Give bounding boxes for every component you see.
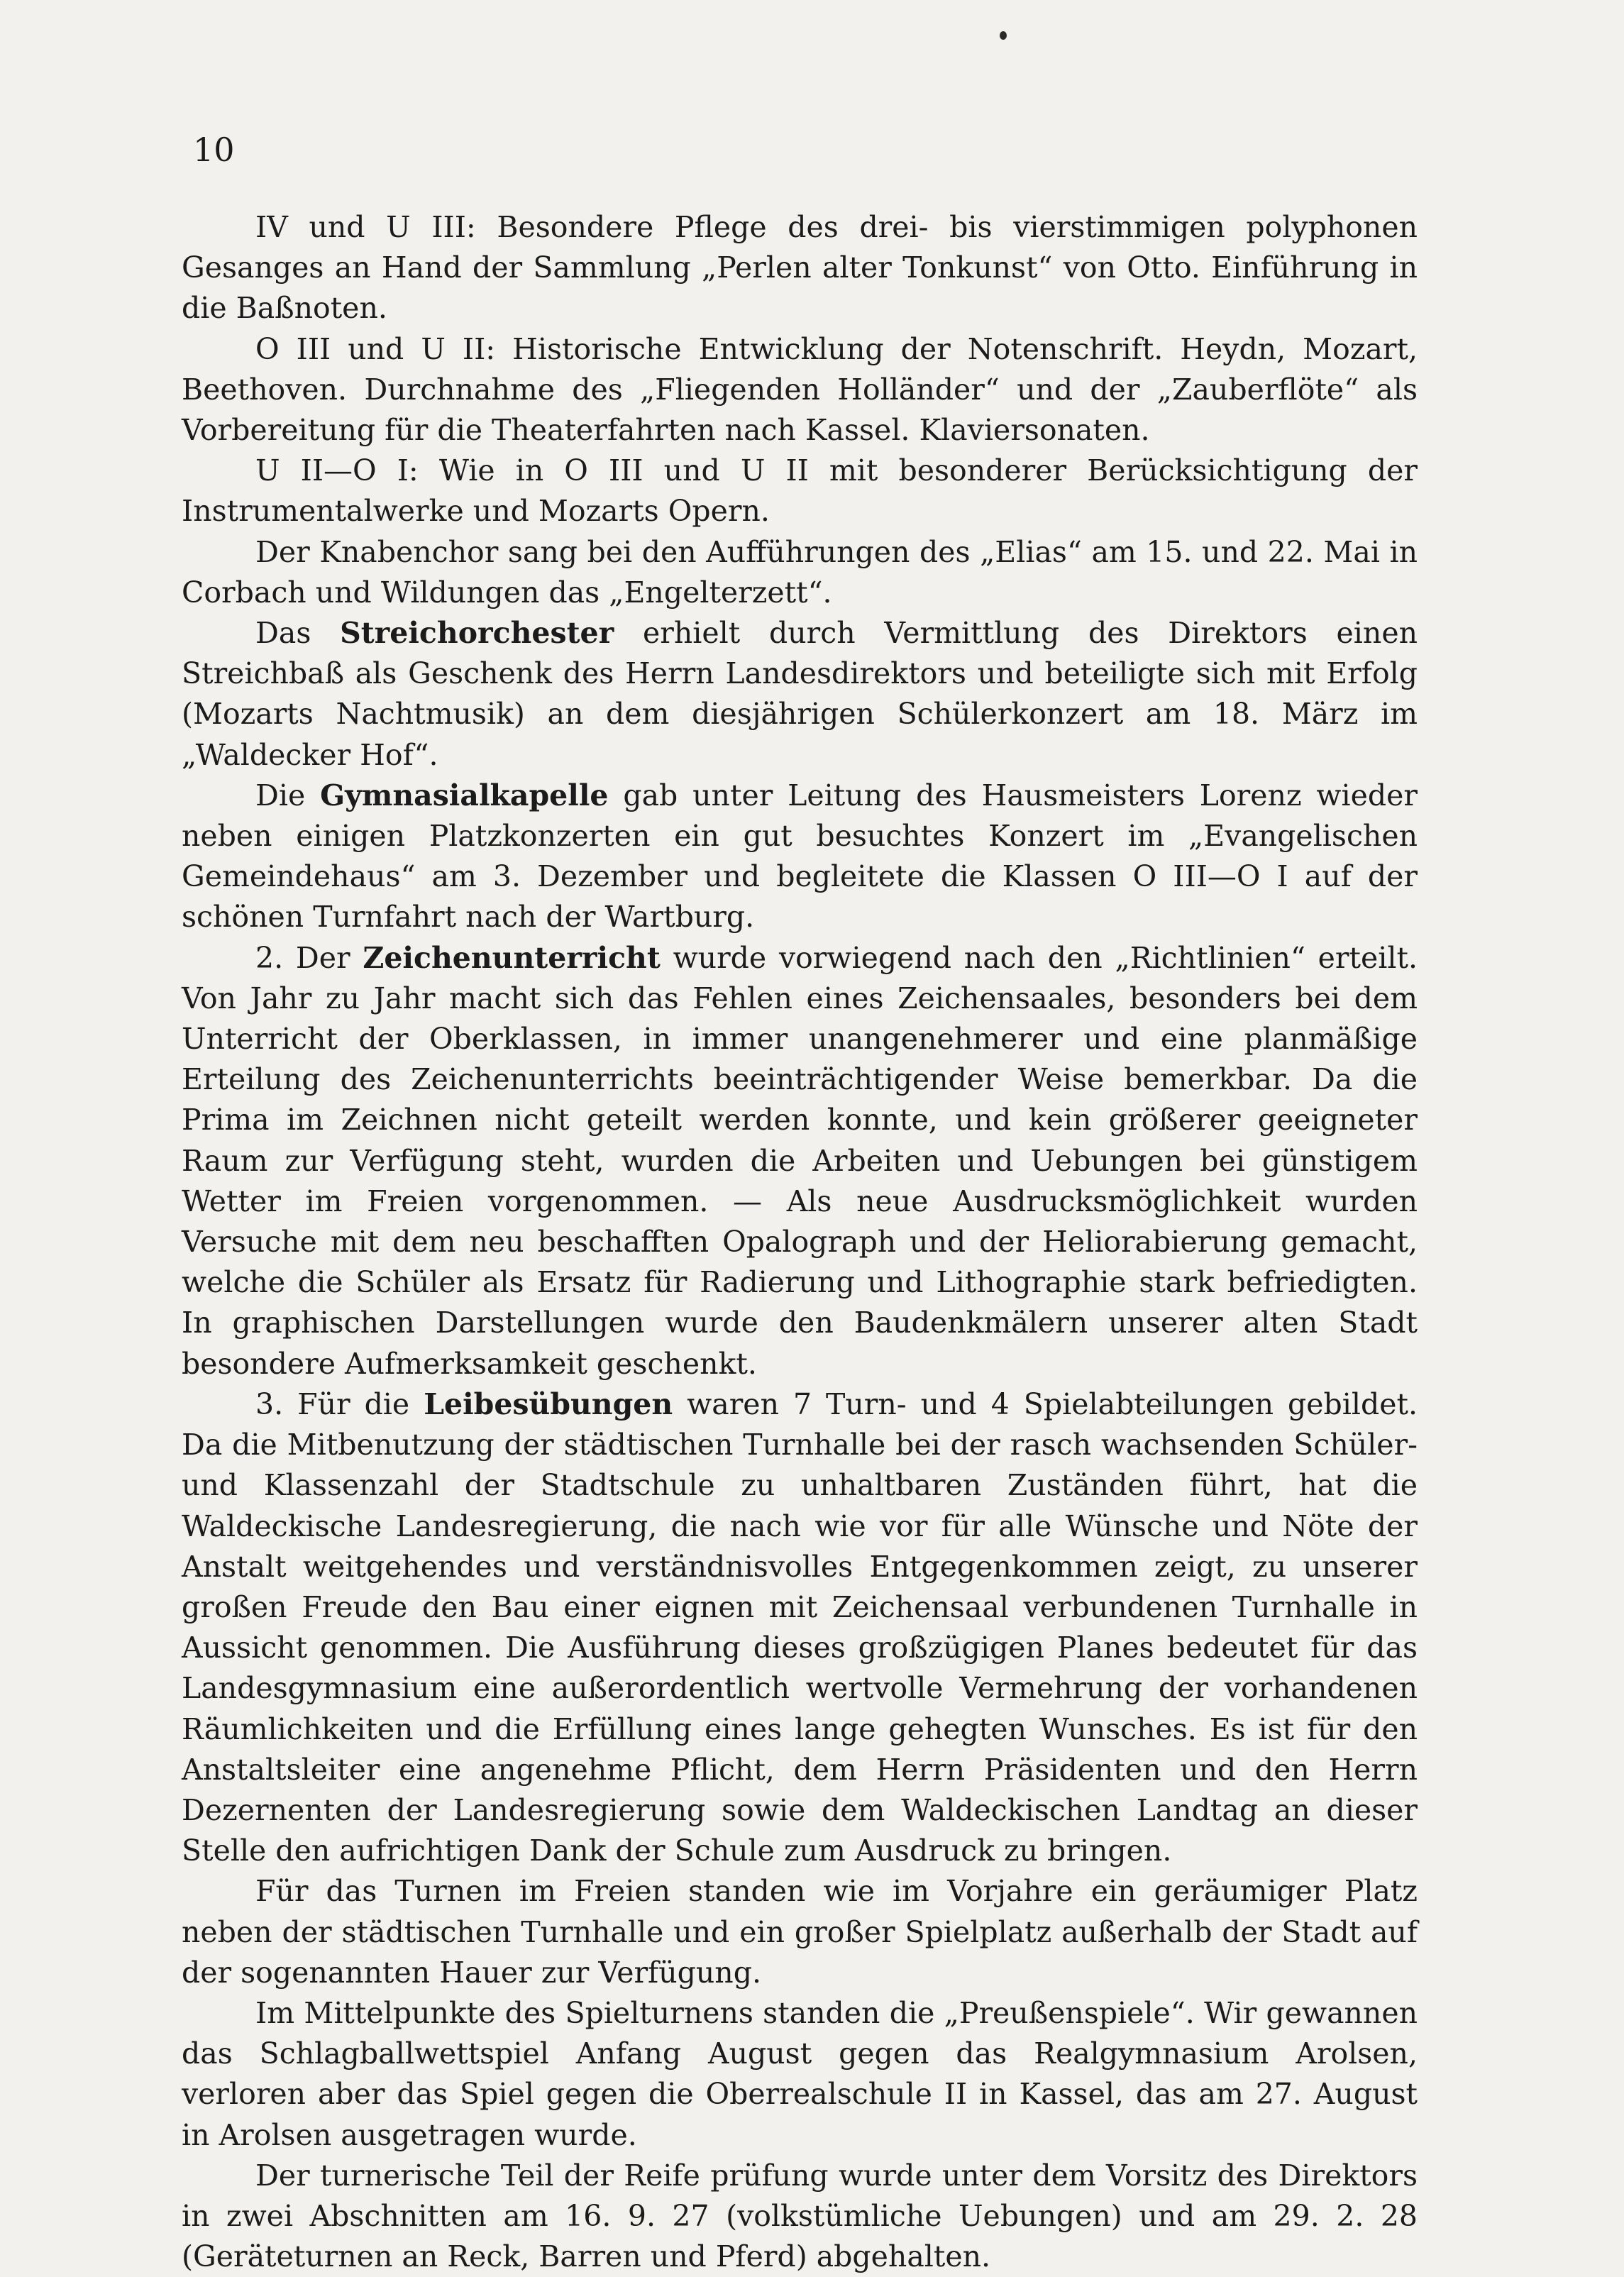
heading-gymnasialkapelle: Gymnasialkapelle [320,778,609,812]
heading-leibesuebungen: Leibesübungen [424,1386,673,1421]
ink-speck [1000,31,1007,40]
paragraph-music-uii-oi: U II—O I: Wie in O III und U II mit besonderer Berücksichtigung der Instrumentalwerke und Mozarts Opern. [182,453,1418,529]
paragraph-boys-choir: Der Knabenchor sang bei den Aufführungen des „Elias“ am 15. und 22. Mai in Corbach und Wildungen das „Engelterzett“. [182,534,1418,610]
page-number: 10 [193,131,235,169]
paragraph-gymnasium-band [182,776,1418,938]
paragraph-physical-exercise [182,1384,1418,1871]
paragraph-prussia-games: Im Mittelpunkte des Spielturnens standen die „Preußenspiele“. Wir gewannen das Schlagballwettspiel Anfang August gegen das Realgymnasium Arolsen, verloren aber das Spiel gegen die Oberrealschule II in Kassel, das am 27. August in Arolsen ausgetragen wurde. [182,1995,1418,2152]
paragraph-gymnasium-band-body: gab unter Leitung des Hausmeisters Lorenz wieder neben einigen Platzkonzerten ein gut besuchtes Konzert im „Evangelischen Gemeindehaus“ am 3. Dezember und begleitete die Klassen O III—O I auf der schönen Turnfahrt nach der Wartburg. [182,778,1418,934]
body-text [182,207,1418,2277]
paragraph-music-oiii-uii: O III und U II: Historische Entwicklung der Notenschrift. Heydn, Mozart, Beethoven. Durchnahme des „Fliegenden Holländer“ und der „Zauberflöte“ als Vorbereitung für die Theaterfahrten nach Kassel. Klaviersonaten. [182,331,1418,448]
paragraph-choir-iv-uiii: IV und U III: Besondere Pflege des drei- bis vierstimmigen polyphonen Gesanges an Hand der Sammlung „Perlen alter Tonkunst“ von Otto. Einführung in die Baßnoten. [182,210,1418,326]
paragraph-string-orchestra-lead: Das [255,616,341,651]
paragraph-physical-exercise-lead: 3. Für die [255,1386,424,1421]
paragraph-drawing-lessons-lead: 2. Der [255,940,363,975]
heading-streichorchester: Streichorchester [340,616,614,651]
paragraph-physical-exercise-body: waren 7 Turn- und 4 Spielabteilungen gebildet. Da die Mitbenutzung der städtischen Turnhalle bei der rasch wachsenden Schüler- und Klassenzahl der Stadtschule zu unhaltbaren Zuständen führt, hat die Waldeckische Landesregierung, die nach wie vor für alle Wünsche und Nöte der Anstalt weitgehendes und verständnisvolles Entgegenkommen zeigt, zu unserer großen Freude den Bau einer eignen mit Zeichensaal verbundenen Turnhalle in Aussicht genommen. Die Ausführung dieses großzügigen Planes bedeutet für das Landesgymnasium eine außerordentlich wertvolle Vermehrung der vorhandenen Räumlichkeiten und die Erfüllung eines lange gehegten Wunsches. Es ist für den Anstaltsleiter eine angenehme Pflicht, dem Herrn Präsidenten und den Herrn Dezernenten der Landesregierung sowie dem Waldeckischen Landtag an dieser Stelle den aufrichtigen Dank der Schule zum Ausdruck zu bringen. [182,1386,1418,1868]
paragraph-string-orchestra [182,613,1418,776]
paragraph-gymnasium-band-lead: Die [255,778,321,812]
paragraph-string-orchestra-body: erhielt durch Vermittlung des Direktors einen Streichbaß als Geschenk des Herrn Landesdirektors und beteiligte sich mit Erfolg (Mozarts Nachtmusik) an dem diesjährigen Schülerkonzert am 18. März im „Waldecker Hof“. [182,616,1418,772]
paragraph-final-exam-gymnastics: Der turnerische Teil der Reife prüfung wurde unter dem Vorsitz des Direktors in zwei Abschnitten am 16. 9. 27 (volkstümliche Uebungen) und am 29. 2. 28 (Geräteturnen an Reck, Barren und Pferd) abgehalten. [182,2158,1418,2274]
paragraph-drawing-lessons-body: wurde vorwiegend nach den „Richtlinien“ erteilt. Von Jahr zu Jahr macht sich das Fehlen eines Zeichensaales, besonders bei dem Unterricht der Oberklassen, in immer unangenehmerer und eine planmäßige Erteilung des Zeichenunterrichts beeinträchtigender Weise bemerkbar. Da die Prima im Zeichnen nicht geteilt werden konnte, und kein größerer geeigneter Raum zur Verfügung steht, wurden die Arbeiten und Uebungen bei günstigem Wetter im Freien vorgenommen. — Als neue Ausdrucksmöglichkeit wurden Versuche mit dem neu beschafften Opalograph und der Heliorabierung gemacht, welche die Schüler als Ersatz für Radierung und Lithographie stark befriedigten. In graphischen Darstellungen wurde den Baudenkmälern unserer alten Stadt besondere Aufmerksamkeit geschenkt. [182,940,1418,1381]
paragraph-outdoor-gymnastics: Für das Turnen im Freien standen wie im Vorjahre ein geräumiger Platz neben der städtischen Turnhalle und ein großer Spielplatz außerhalb der Stadt auf der sogenannten Hauer zur Verfügung. [182,1874,1418,1990]
paragraph-drawing-lessons [182,938,1418,1384]
heading-zeichenunterricht: Zeichenunterricht [363,940,661,975]
